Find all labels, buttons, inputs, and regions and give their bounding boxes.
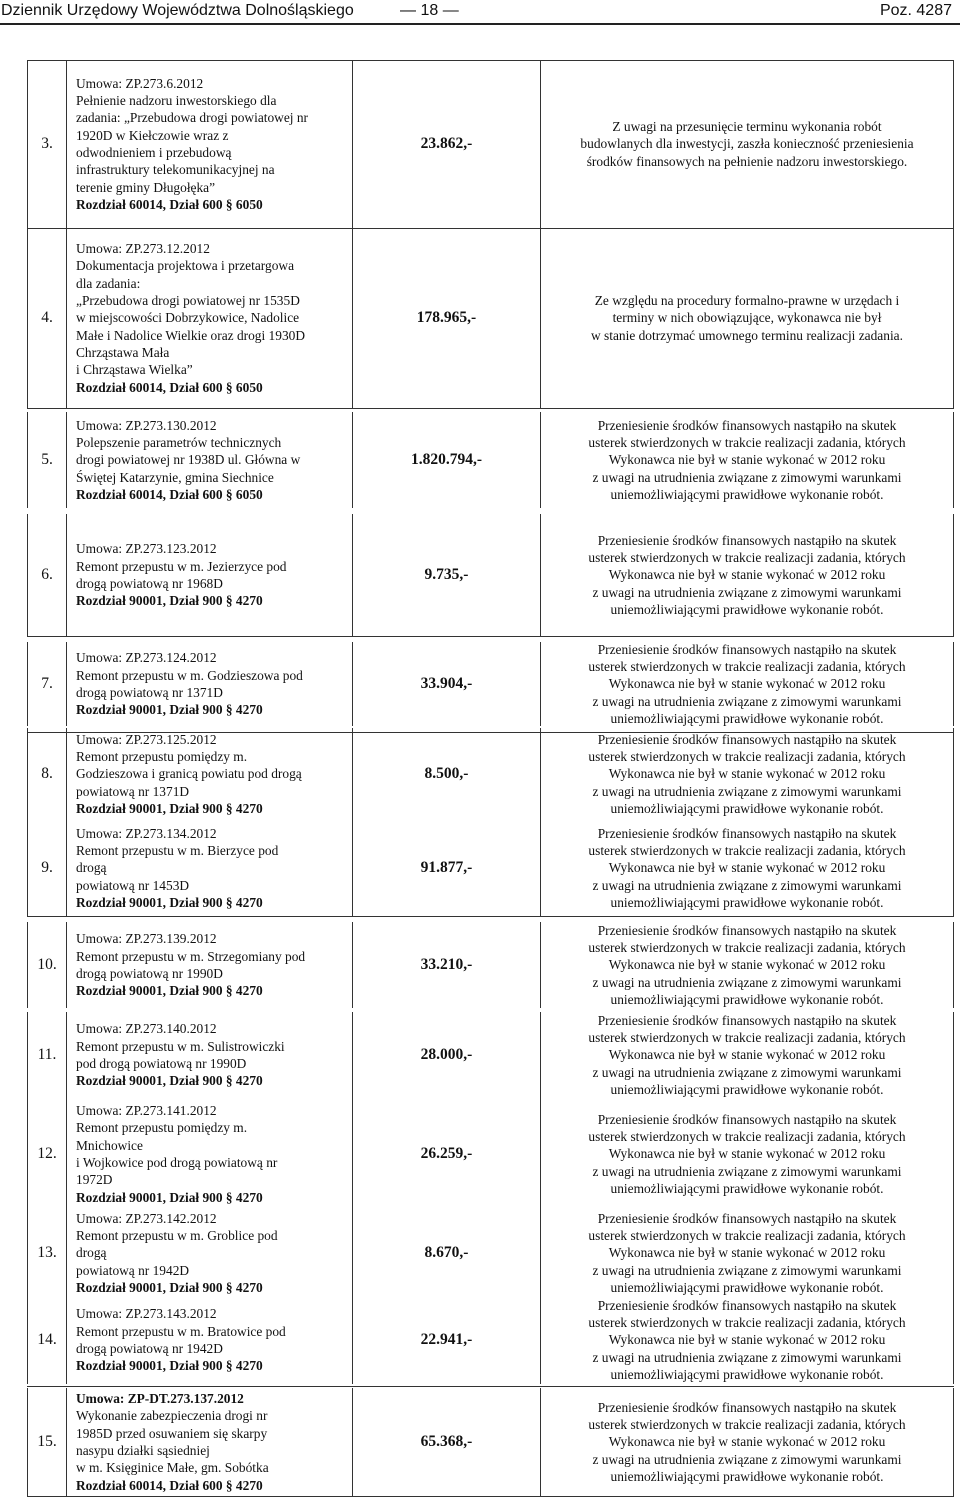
description-lines xyxy=(76,930,350,999)
row-number-label: 5. xyxy=(41,451,53,468)
description-line: infrastruktury telekomunikacyjnej na xyxy=(76,162,275,178)
justification-line: z uwagi na utrudnienia związane z zimowymi warunkami xyxy=(592,469,902,485)
description-line: powiatową nr 1453D xyxy=(76,877,190,893)
justification-line: uniemożliwiającymi prawidłowe wykonanie robót. xyxy=(610,1081,884,1097)
row-number xyxy=(27,412,67,508)
justification-line: Wykonawca nie był w stanie wykonać w 2012 roku xyxy=(608,1332,886,1348)
contract-number: Umowa: ZP.273.124.2012 xyxy=(76,650,217,666)
description-line: Remont przepustu w m. Groblice pod xyxy=(76,1228,278,1244)
justification-lines xyxy=(543,1210,951,1296)
budget-classification: Rozdział 60014, Dział 600 § 4270 xyxy=(76,1477,263,1493)
row-number xyxy=(27,820,67,916)
contract-number: Umowa: ZP-DT.273.137.2012 xyxy=(76,1391,244,1407)
description-line: Małe i Nadolice Wielkie oraz drogi 1930D xyxy=(76,327,306,343)
justification-lines xyxy=(543,825,951,911)
table-row xyxy=(0,1210,960,1296)
amount: 8.670,- xyxy=(352,1210,540,1296)
justification-line: Przeniesienie środków finansowych nastąpiło na skutek xyxy=(597,1012,897,1028)
justification-line: z uwagi na utrudnienia związane z zimowymi warunkami xyxy=(592,974,902,990)
row-number-label: 6. xyxy=(41,566,53,583)
description-line: odwodnieniem i przebudową xyxy=(76,145,232,160)
justification-line: uniemożliwiającymi prawidłowe wykonanie robót. xyxy=(610,1180,884,1196)
table-row xyxy=(0,60,960,228)
row-number xyxy=(27,1210,67,1296)
contract-number: Umowa: ZP.273.134.2012 xyxy=(76,825,217,841)
table-rule xyxy=(27,228,954,229)
position-number: Poz. 4287 xyxy=(879,2,952,19)
contract-description xyxy=(67,228,352,408)
description-line: Mnichowice xyxy=(76,1137,143,1153)
description-line: nasypu działki sąsiedniej xyxy=(76,1443,210,1458)
description-line: pod drogą powiatową nr 1990D xyxy=(76,1056,247,1071)
amount: 9.735,- xyxy=(352,514,540,636)
description-lines xyxy=(76,1102,350,1206)
justification-line: z uwagi na utrudnienia związane z zimowymi warunkami xyxy=(592,877,902,893)
justification-line: uniemożliwiającymi prawidłowe wykonanie robót. xyxy=(610,601,884,617)
justification-line: usterek stwierdzonych w trakcie realizacji zadania, których xyxy=(588,550,906,566)
justification-line: Wykonawca nie był w stanie wykonać w 2012 roku xyxy=(608,766,886,782)
table-rule xyxy=(27,1496,954,1497)
journal-title: Dziennik Urzędowy Województwa Dolnośląskiego xyxy=(1,2,354,19)
amount: 33.210,- xyxy=(352,922,540,1008)
description-line: Remont przepustu w m. Bierzyce pod xyxy=(76,843,279,859)
justification-line: Wykonawca nie był w stanie wykonać w 2012 roku xyxy=(608,676,886,692)
description-line: terenie gminy Długołęka” xyxy=(76,179,216,195)
description-lines xyxy=(76,540,350,609)
justification xyxy=(540,228,954,408)
justification-line: budowlanych dla inwestycji, zaszła konieczność przeniesienia xyxy=(580,136,914,152)
description-line: Remont przepustu pomiędzy m. xyxy=(76,1120,248,1136)
justification-line: Przeniesienie środków finansowych nastąpiło na skutek xyxy=(597,825,897,841)
justification-line: usterek stwierdzonych w trakcie realizacji zadania, których xyxy=(588,659,906,675)
budget-classification: Rozdział 90001, Dział 900 § 4270 xyxy=(76,702,263,718)
justification-line: Przeniesienie środków finansowych nastąpiło na skutek xyxy=(597,1111,897,1127)
amount: 22.941,- xyxy=(352,1296,540,1384)
contract-description xyxy=(67,642,352,726)
table-row xyxy=(0,728,960,820)
table-row xyxy=(0,1012,960,1098)
budget-classification: Rozdział 90001, Dział 900 § 4270 xyxy=(76,1279,263,1295)
row-number xyxy=(27,60,67,228)
justification xyxy=(540,1210,954,1296)
row-number-label: 12. xyxy=(37,1145,57,1162)
justification-line: usterek stwierdzonych w trakcie realizacji zadania, których xyxy=(588,1315,906,1331)
row-number-label: 4. xyxy=(41,309,53,326)
description-line: i Chrząstawa Wielka” xyxy=(76,362,193,378)
justification-lines xyxy=(543,731,951,817)
contract-description xyxy=(67,514,352,636)
justification xyxy=(540,412,954,508)
row-number xyxy=(27,922,67,1008)
budget-classification: Rozdział 90001, Dział 900 § 4270 xyxy=(76,1358,263,1374)
amount: 91.877,- xyxy=(352,820,540,916)
justification-line: Wykonawca nie był w stanie wykonać w 2012 roku xyxy=(608,1047,886,1063)
justification xyxy=(540,922,954,1008)
budget-classification: Rozdział 60014, Dział 600 § 6050 xyxy=(76,196,263,212)
contract-number: Umowa: ZP.273.140.2012 xyxy=(76,1021,217,1037)
description-line: Dokumentacja projektowa i przetargowa xyxy=(76,258,295,274)
page-number: — 18 — xyxy=(400,2,459,19)
justification-line: usterek stwierdzonych w trakcie realizacji zadania, których xyxy=(588,435,906,451)
justification-line: Przeniesienie środków finansowych nastąpiło na skutek xyxy=(597,1399,897,1415)
table-row xyxy=(0,922,960,1008)
contract-number: Umowa: ZP.273.125.2012 xyxy=(76,731,217,747)
description-lines xyxy=(76,417,350,503)
row-number-label: 13. xyxy=(37,1244,57,1261)
justification-lines xyxy=(543,417,951,503)
justification-line: usterek stwierdzonych w trakcie realizacji zadania, których xyxy=(588,749,906,765)
contract-number: Umowa: ZP.273.12.2012 xyxy=(76,241,210,257)
table-row xyxy=(0,228,960,408)
description-line: drogi powiatowej nr 1938D ul. Główna w xyxy=(76,452,301,468)
contract-description xyxy=(67,1098,352,1210)
justification-lines xyxy=(543,1111,951,1197)
justification xyxy=(540,728,954,820)
description-line: drogą powiatową nr 1371D xyxy=(76,685,223,700)
amount: 178.965,- xyxy=(352,228,540,408)
description-line: „Przebudowa drogi powiatowej nr 1535D xyxy=(76,293,300,309)
row-number-label: 3. xyxy=(41,135,53,152)
justification-line: Wykonawca nie był w stanie wykonać w 2012 roku xyxy=(608,1434,886,1450)
justification xyxy=(540,1098,954,1210)
contract-description xyxy=(67,60,352,228)
contract-number: Umowa: ZP.273.123.2012 xyxy=(76,541,217,557)
description-line: Chrząstawa Mała xyxy=(76,344,170,360)
justification-line: Z uwagi na przesunięcie terminu wykonania robót xyxy=(612,119,882,135)
description-line: i Wojkowice pod drogą powiatową nr xyxy=(76,1155,278,1170)
justification-line: Wykonawca nie był w stanie wykonać w 2012 roku xyxy=(608,860,886,876)
table-rule xyxy=(27,1386,954,1387)
row-number xyxy=(27,1098,67,1210)
description-line: Świętej Katarzynie, gmina Siechnice xyxy=(76,469,274,485)
description-line: Remont przepustu w m. Jezierzyce pod xyxy=(76,558,287,574)
row-number xyxy=(27,1388,67,1496)
justification xyxy=(540,1388,954,1496)
table-row xyxy=(0,1296,960,1384)
budget-classification: Rozdział 90001, Dział 900 § 4270 xyxy=(76,983,263,999)
amount: 1.820.794,- xyxy=(352,412,540,508)
justification-line: uniemożliwiającymi prawidłowe wykonanie robót. xyxy=(610,894,884,910)
justification-lines xyxy=(543,641,951,727)
row-number xyxy=(27,514,67,636)
description-line: Remont przepustu w m. Bratowice pod xyxy=(76,1323,286,1339)
justification-line: usterek stwierdzonych w trakcie realizacji zadania, których xyxy=(588,1129,906,1145)
justification-line: z uwagi na utrudnienia związane z zimowymi warunkami xyxy=(592,1064,902,1080)
table-row xyxy=(0,412,960,508)
justification-line: Przeniesienie środków finansowych nastąpiło na skutek xyxy=(597,1297,897,1313)
justification-line: usterek stwierdzonych w trakcie realizacji zadania, których xyxy=(588,1228,906,1244)
justification xyxy=(540,642,954,726)
description-lines xyxy=(76,1305,350,1374)
justification-line: uniemożliwiającymi prawidłowe wykonanie robót. xyxy=(610,486,884,502)
amount: 65.368,- xyxy=(352,1388,540,1496)
justification-line: uniemożliwiającymi prawidłowe wykonanie robót. xyxy=(610,1468,884,1484)
row-number-label: 15. xyxy=(37,1433,57,1450)
justification-line: Wykonawca nie był w stanie wykonać w 2012 roku xyxy=(608,957,886,973)
justification-line: terminy w nich obowiązujące, wykonawca nie był xyxy=(612,310,882,326)
table-rule xyxy=(27,732,954,733)
table-row xyxy=(0,1388,960,1496)
contract-number: Umowa: ZP.273.6.2012 xyxy=(76,75,204,91)
row-number-label: 11. xyxy=(37,1046,57,1063)
table-row xyxy=(0,820,960,916)
budget-classification: Rozdział 90001, Dział 900 § 4270 xyxy=(76,894,263,910)
justification-line: Przeniesienie środków finansowych nastąpiło na skutek xyxy=(597,532,897,548)
justification-line: środków finansowych na pełnienie nadzoru inwestorskiego. xyxy=(586,153,908,169)
row-number xyxy=(27,1296,67,1384)
justification-line: Przeniesienie środków finansowych nastąpiło na skutek xyxy=(597,417,897,433)
justification-line: Przeniesienie środków finansowych nastąpiło na skutek xyxy=(597,731,897,747)
amount: 33.904,- xyxy=(352,642,540,726)
description-line: w miejscowości Dobrzykowice, Nadolice xyxy=(76,310,300,326)
justification-lines xyxy=(543,118,951,170)
justification xyxy=(540,514,954,636)
contract-description xyxy=(67,1296,352,1384)
contract-description xyxy=(67,1388,352,1496)
justification-line: Ze względu na procedury formalno-prawne w urzędach i xyxy=(594,293,900,309)
justification-line: Przeniesienie środków finansowych nastąpiło na skutek xyxy=(597,641,897,657)
row-number-label: 10. xyxy=(37,956,57,973)
description-line: zadania: „Przebudowa drogi powiatowej nr xyxy=(76,110,309,126)
contract-description xyxy=(67,922,352,1008)
table-row xyxy=(0,514,960,636)
justification-line: Przeniesienie środków finansowych nastąpiło na skutek xyxy=(597,922,897,938)
description-lines xyxy=(76,1390,350,1494)
table-row xyxy=(0,1098,960,1210)
justification-line: z uwagi na utrudnienia związane z zimowymi warunkami xyxy=(592,783,902,799)
description-lines xyxy=(76,1210,350,1296)
justification-line: uniemożliwiającymi prawidłowe wykonanie robót. xyxy=(610,1279,884,1295)
justification-lines xyxy=(543,1012,951,1098)
justification-line: z uwagi na utrudnienia związane z zimowymi warunkami xyxy=(592,1163,902,1179)
contract-number: Umowa: ZP.273.142.2012 xyxy=(76,1210,217,1226)
table-rule xyxy=(27,636,954,637)
justification-line: Przeniesienie środków finansowych nastąpiło na skutek xyxy=(597,1210,897,1226)
table-row xyxy=(0,642,960,726)
amount: 26.259,- xyxy=(352,1098,540,1210)
description-lines xyxy=(76,1020,350,1089)
justification-line: usterek stwierdzonych w trakcie realizacji zadania, których xyxy=(588,940,906,956)
description-line: powiatową nr 1371D xyxy=(76,783,190,799)
row-number xyxy=(27,728,67,820)
description-line: drogą powiatową nr 1968D xyxy=(76,576,223,591)
justification xyxy=(540,60,954,228)
description-line: Remont przepustu w m. Sulistrowiczki xyxy=(76,1038,285,1054)
row-number-label: 14. xyxy=(37,1331,57,1348)
description-line: 1985D przed osuwaniem się skarpy xyxy=(76,1425,268,1441)
justification-line: uniemożliwiającymi prawidłowe wykonanie robót. xyxy=(610,710,884,726)
description-lines xyxy=(76,240,350,396)
budget-classification: Rozdział 90001, Dział 900 § 4270 xyxy=(76,800,263,816)
justification-lines xyxy=(543,1399,951,1485)
contract-description xyxy=(67,412,352,508)
row-number xyxy=(27,1012,67,1098)
description-line: drogą powiatową nr 1990D xyxy=(76,966,223,981)
justification-line: Wykonawca nie był w stanie wykonać w 2012 roku xyxy=(608,1245,886,1261)
table-rule xyxy=(27,408,954,409)
description-lines xyxy=(76,75,350,213)
contract-description xyxy=(67,728,352,820)
description-line: Polepszenie parametrów technicznych xyxy=(76,435,282,451)
justification-line: z uwagi na utrudnienia związane z zimowymi warunkami xyxy=(592,1349,902,1365)
justification-lines xyxy=(543,1297,951,1383)
row-number-label: 9. xyxy=(41,859,53,876)
justification-lines xyxy=(543,532,951,618)
justification-line: Wykonawca nie był w stanie wykonać w 2012 roku xyxy=(608,567,886,583)
row-number-label: 7. xyxy=(41,675,53,692)
contract-number: Umowa: ZP.273.143.2012 xyxy=(76,1306,217,1322)
description-line: drogą xyxy=(76,1245,107,1261)
row-number xyxy=(27,228,67,408)
contract-description xyxy=(67,820,352,916)
budget-classification: Rozdział 90001, Dział 900 § 4270 xyxy=(76,1073,263,1089)
description-line: drogą xyxy=(76,860,107,876)
justification xyxy=(540,1296,954,1384)
description-line: powiatową nr 1942D xyxy=(76,1262,190,1278)
description-line: Wykonanie zabezpieczenia drogi nr xyxy=(76,1408,268,1424)
table-rule xyxy=(27,916,954,917)
justification-line: z uwagi na utrudnienia związane z zimowymi warunkami xyxy=(592,1451,902,1467)
description-lines xyxy=(76,731,350,817)
contract-number: Umowa: ZP.273.139.2012 xyxy=(76,931,217,947)
justification-line: z uwagi na utrudnienia związane z zimowymi warunkami xyxy=(592,693,902,709)
description-line: Godzieszowa i granicą powiatu pod drogą xyxy=(76,766,302,782)
description-line: Pełnienie nadzoru inwestorskiego dla xyxy=(76,93,277,109)
description-line: drogą powiatową nr 1942D xyxy=(76,1341,223,1356)
justification-line: usterek stwierdzonych w trakcie realizacji zadania, których xyxy=(588,1417,906,1433)
justification-lines xyxy=(543,922,951,1008)
description-line: w m. Księginice Małe, gm. Sobótka xyxy=(76,1460,269,1476)
description-line: Remont przepustu pomiędzy m. xyxy=(76,749,248,765)
contract-description xyxy=(67,1012,352,1098)
justification xyxy=(540,1012,954,1098)
description-line: Remont przepustu w m. Strzegomiany pod xyxy=(76,948,306,964)
contract-number: Umowa: ZP.273.130.2012 xyxy=(76,417,217,433)
justification-lines xyxy=(543,292,951,344)
justification-line: z uwagi na utrudnienia związane z zimowymi warunkami xyxy=(592,1262,902,1278)
justification-line: Wykonawca nie był w stanie wykonać w 2012 roku xyxy=(608,452,886,468)
table-rule xyxy=(27,60,954,61)
justification-line: uniemożliwiającymi prawidłowe wykonanie robót. xyxy=(610,991,884,1007)
amount: 8.500,- xyxy=(352,728,540,820)
description-line: 1972D xyxy=(76,1172,113,1188)
contract-number: Umowa: ZP.273.141.2012 xyxy=(76,1103,217,1119)
justification-line: Wykonawca nie był w stanie wykonać w 2012 roku xyxy=(608,1146,886,1162)
description-lines xyxy=(76,825,350,911)
budget-classification: Rozdział 60014, Dział 600 § 6050 xyxy=(76,486,263,502)
justification-line: uniemożliwiającymi prawidłowe wykonanie robót. xyxy=(610,1366,884,1382)
description-line: dla zadania: xyxy=(76,275,141,291)
justification-line: w stanie dotrzymać umownego terminu realizacji zadania. xyxy=(591,327,903,343)
description-line: Remont przepustu w m. Godzieszowa pod xyxy=(76,667,303,683)
justification-line: usterek stwierdzonych w trakcie realizacji zadania, których xyxy=(588,843,906,859)
budget-classification: Rozdział 60014, Dział 600 § 6050 xyxy=(76,379,263,395)
justification xyxy=(540,820,954,916)
row-number-label: 8. xyxy=(41,765,53,782)
justification-line: uniemożliwiającymi prawidłowe wykonanie robót. xyxy=(610,800,884,816)
budget-classification: Rozdział 90001, Dział 900 § 4270 xyxy=(76,593,263,609)
justification-line: z uwagi na utrudnienia związane z zimowymi warunkami xyxy=(592,584,902,600)
justification-line: usterek stwierdzonych w trakcie realizacji zadania, których xyxy=(588,1030,906,1046)
contract-description xyxy=(67,1210,352,1296)
description-line: 1920D w Kiełczowie wraz z xyxy=(76,127,229,143)
budget-classification: Rozdział 90001, Dział 900 § 4270 xyxy=(76,1189,263,1205)
row-number xyxy=(27,642,67,726)
amount: 28.000,- xyxy=(352,1012,540,1098)
amount: 23.862,- xyxy=(352,60,540,228)
description-lines xyxy=(76,649,350,718)
